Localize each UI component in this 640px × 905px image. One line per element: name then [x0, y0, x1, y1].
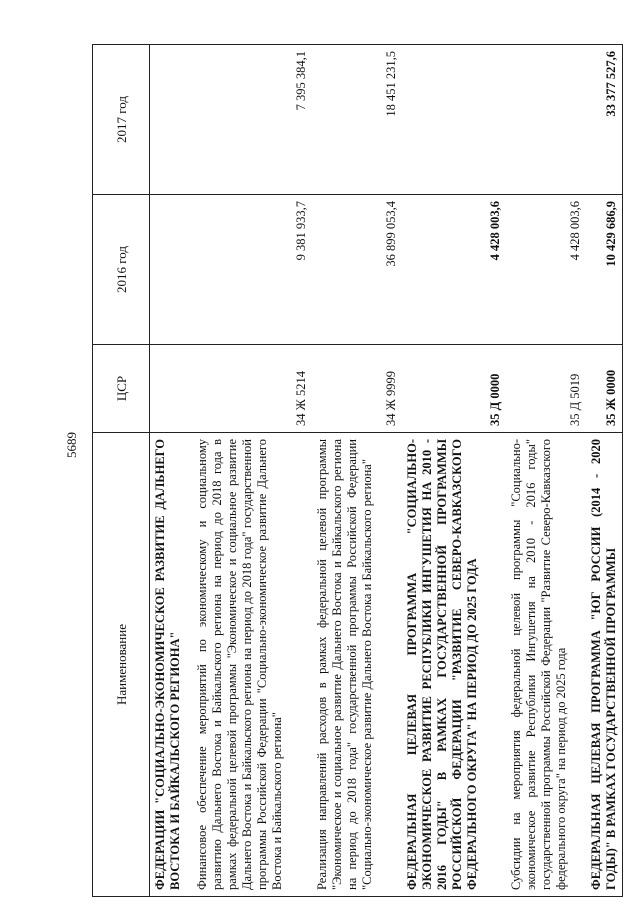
table-row [506, 45, 586, 897]
header-2017: 2017 год [93, 45, 150, 195]
landscape-table-wrapper [92, 45, 618, 897]
row-name: Субсидии на мероприятия федеральной целевой программы "Социально-экономическое развитие Республики Ингушетия на 2010 - 2016 годы" государственной программы Российской Федерации "Развитие Северо-Кавказского федерального округа" на период до 2025 года [506, 433, 586, 897]
table-row [312, 45, 402, 897]
row-2016: 36 899 053,4 [312, 195, 402, 345]
row-name: ФЕДЕРАЛЬНАЯ ЦЕЛЕВАЯ ПРОГРАММА "ЮГ РОССИИ (2014 - 2020 ГОДЫ)" В РАМКАХ ГОСУДАРСТВЕННОЙ ПРОГРАММЫ [586, 433, 623, 897]
budget-table [92, 44, 623, 897]
row-name: ФЕДЕРАЦИИ "СОЦИАЛЬНО-ЭКОНОМИЧЕСКОЕ РАЗВИТИЕ ДАЛЬНЕГО ВОСТОКА И БАЙКАЛЬСКОГО РЕГИОНА" [150, 433, 192, 897]
row-name: Реализация направлений расходов в рамках федеральной целевой программы "Экономическое и социальное развитие Дальнего Востока и Байкальского региона на период до 2018 года" государственной программы Российской Федерации "Социально-экономическое развитие Дальнего Востока и Байкальского региона" [312, 433, 402, 897]
row-name: Финансовое обеспечение мероприятий по экономическому и социальному развитию Дальнего Востока и Байкальского региона на период до 2018 года в рамках федеральной целевой программы "Экономическое и социальное развитие Дальнего Востока и Байкальского региона на период до 2018 года" государственной программы Российской Федерации "Социально-экономическое развитие Дальнего Востока и Байкальского региона" [192, 433, 312, 897]
table-header-row [93, 45, 150, 897]
row-2017 [506, 45, 586, 195]
row-csr: 35 Ж 0000 [586, 345, 623, 433]
header-2016: 2016 год [93, 195, 150, 345]
row-2017: 7 395 384,1 [192, 45, 312, 195]
row-2016: 4 428 003,6 [506, 195, 586, 345]
table-row [192, 45, 312, 897]
table-row [150, 45, 192, 897]
table-row [586, 45, 623, 897]
row-csr [150, 345, 192, 433]
row-2016: 10 429 686,9 [586, 195, 623, 345]
row-csr: 35 Д 5019 [506, 345, 586, 433]
header-csr: ЦСР [93, 345, 150, 433]
row-2017: 18 451 231,5 [312, 45, 402, 195]
row-2017: 33 377 527,6 [586, 45, 623, 195]
rotated-page-frame [92, 45, 618, 897]
row-2016: 4 428 003,6 [402, 195, 506, 345]
row-2017 [402, 45, 506, 195]
row-2016 [150, 195, 192, 345]
row-csr: 34 Ж 9999 [312, 345, 402, 433]
row-csr: 35 Д 0000 [402, 345, 506, 433]
table-row [402, 45, 506, 897]
row-2016: 9 381 933,7 [192, 195, 312, 345]
page-number: 5689 [64, 432, 79, 458]
row-2017 [150, 45, 192, 195]
row-name: ФЕДЕРАЛЬНАЯ ЦЕЛЕВАЯ ПРОГРАММА "СОЦИАЛЬНО-ЭКОНОМИЧЕСКОЕ РАЗВИТИЕ РЕСПУБЛИКИ ИНГУШЕТИЯ НА 2010 - 2016 ГОДЫ" В РАМКАХ ГОСУДАРСТВЕННОЙ ПРОГРАММЫ РОССИЙСКОЙ ФЕДЕРАЦИИ "РАЗВИТИЕ СЕВЕРО-КАВКАЗСКОГО ФЕДЕРАЛЬНОГО ОКРУГА" НА ПЕРИОД ДО 2025 ГОДА [402, 433, 506, 897]
row-csr: 34 Ж 5214 [192, 345, 312, 433]
header-name: Наименование [93, 433, 150, 897]
